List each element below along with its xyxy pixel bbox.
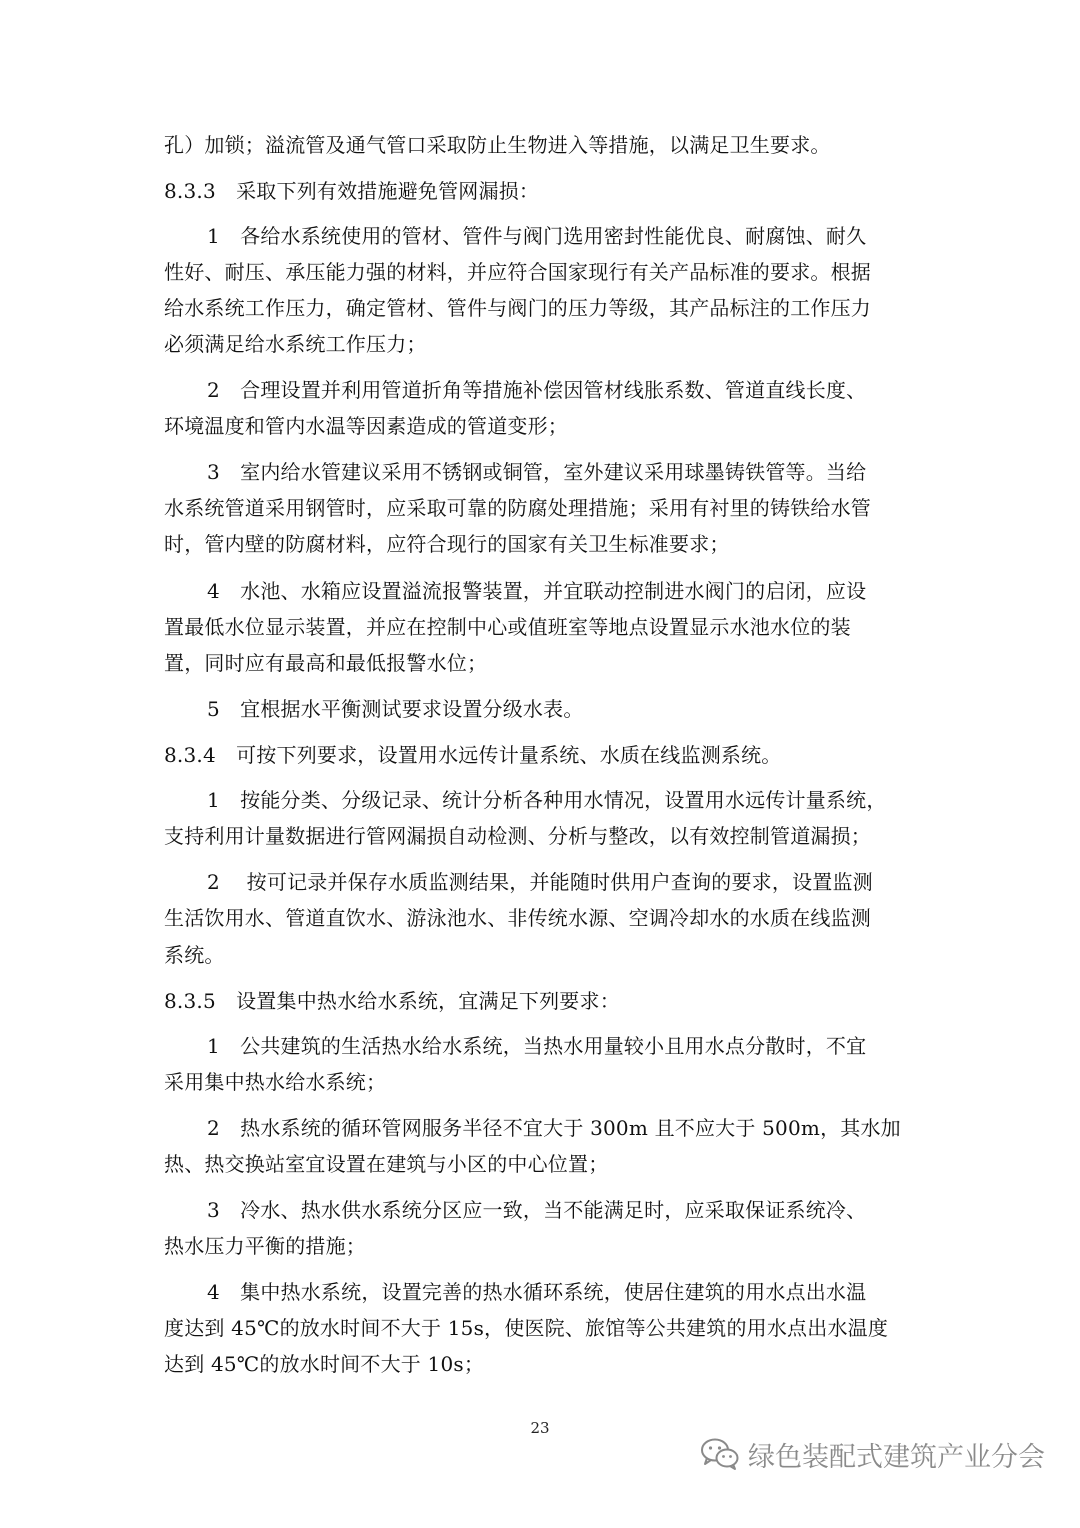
text-line: 5 宜根据水平衡测试要求设置分级水表。 xyxy=(207,697,584,721)
section-heading: 8.3.4 可按下列要求，设置用水远传计量系统、水质在线监测系统。 xyxy=(164,743,782,767)
text-line: 4 水池、水箱应设置溢流报警装置，并宜联动控制进水阀门的启闭，应设 xyxy=(207,579,867,603)
page-number: 23 xyxy=(530,1419,550,1437)
watermark-text: 绿色装配式建筑产业分会 xyxy=(748,1441,1045,1473)
text-line: 性好、耐压、承压能力强的材料，并应符合国家现行有关产品标准的要求。根据 xyxy=(164,260,871,284)
text-line: 热、热交换站室宜设置在建筑与小区的中心位置； xyxy=(164,1152,609,1176)
text-line: 4 集中热水系统，设置完善的热水循环系统，使居住建筑的用水点出水温 xyxy=(207,1280,867,1304)
text-line: 2 热水系统的循环管网服务半径不宜大于 300m 且不应大于 500m，其水加 xyxy=(207,1116,901,1140)
text-line: 置最低水位显示装置，并应在控制中心或值班室等地点设置显示水池水位的装 xyxy=(164,615,851,639)
text-line: 支持利用计量数据进行管网漏损自动检测、分析与整改，以有效控制管道漏损； xyxy=(164,824,871,848)
text-line: 给水系统工作压力，确定管材、管件与阀门的压力等级，其产品标注的工作压力 xyxy=(164,296,871,320)
text-line: 环境温度和管内水温等因素造成的管道变形； xyxy=(164,414,568,438)
text-line: 时，管内壁的防腐材料，应符合现行的国家有关卫生标准要求； xyxy=(164,532,730,556)
text-line: 必须满足给水系统工作压力； xyxy=(164,332,427,356)
wechat-icon xyxy=(700,1437,740,1471)
text-line: 水系统管道采用钢管时，应采取可靠的防腐处理措施；采用有衬里的铸铁给水管 xyxy=(164,496,871,520)
text-line: 热水压力平衡的措施； xyxy=(164,1234,366,1258)
text-line: 3 冷水、热水供水系统分区应一致，当不能满足时，应采取保证系统冷、 xyxy=(207,1198,867,1222)
text-line: 系统。 xyxy=(164,943,225,967)
text-line: 采用集中热水给水系统； xyxy=(164,1070,387,1094)
text-line: 置，同时应有最高和最低报警水位； xyxy=(164,651,488,675)
text-line: 度达到 45℃的放水时间不大于 15s，使医院、旅馆等公共建筑的用水点出水温度 xyxy=(164,1316,889,1340)
text-line: 达到 45℃的放水时间不大于 10s； xyxy=(164,1352,485,1376)
text-line: 2 按可记录并保存水质监测结果，并能随时供用户查询的要求，设置监测 xyxy=(207,870,873,894)
text-line: 1 各给水系统使用的管材、管件与阀门选用密封性能优良、耐腐蚀、耐久 xyxy=(207,224,867,248)
section-heading: 8.3.3 采取下列有效措施避免管网漏损： xyxy=(164,179,540,203)
text-line: 3 室内给水管建议采用不锈钢或铜管，室外建议采用球墨铸铁管等。当给 xyxy=(207,460,867,484)
watermark xyxy=(700,1434,1045,1474)
text-line: 生活饮用水、管道直饮水、游泳池水、非传统水源、空调冷却水的水质在线监测 xyxy=(164,906,871,930)
section-heading: 8.3.5 设置集中热水给水系统，宜满足下列要求： xyxy=(164,989,620,1013)
text-line: 1 按能分类、分级记录、统计分析各种用水情况，设置用水远传计量系统， xyxy=(207,788,887,812)
text-line: 孔）加锁；溢流管及通气管口采取防止生物进入等措施，以满足卫生要求。 xyxy=(164,133,831,157)
text-line: 2 合理设置并利用管道折角等措施补偿因管材线胀系数、管道直线长度、 xyxy=(207,378,867,402)
text-line: 1 公共建筑的生活热水给水系统，当热水用量较小且用水点分散时，不宜 xyxy=(207,1034,867,1058)
